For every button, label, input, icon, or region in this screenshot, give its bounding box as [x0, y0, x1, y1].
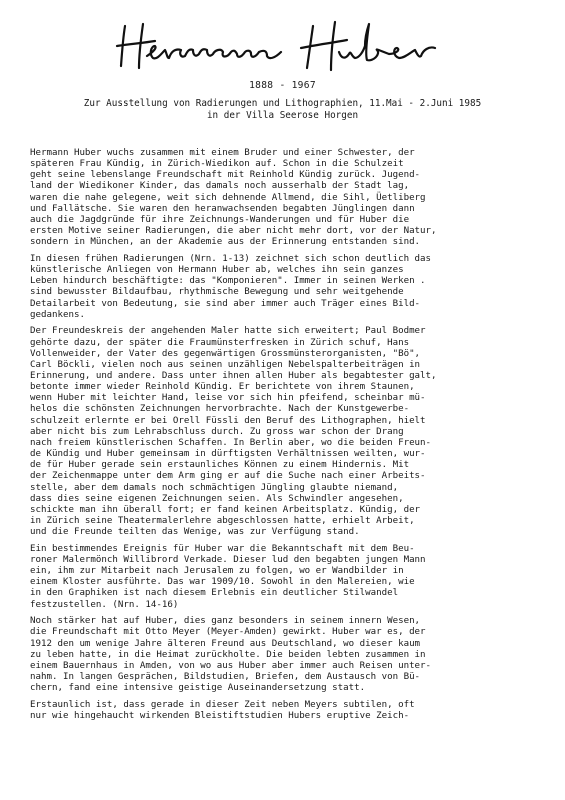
text-line: wenn Huber mit leichter Hand, leise vor sich hin pfeifend, scheinbar mü- [30, 393, 426, 404]
text-line: betonte immer wieder Reinhold Kündig. Er berichtete von ihrem Staunen, [30, 382, 415, 393]
text-line: Detailarbeit von Bedeutung, sie sind aber immer auch Träger eines Bild- [30, 298, 421, 309]
paragraph [30, 254, 550, 321]
text-line: Carl Böckli, vielen noch aus seinen unzähligen Nebelspalterbeiträgen in [30, 359, 421, 370]
subtitle-line: in der Villa Seerose Horgen [206, 110, 359, 122]
text-line: waren die nahe gelegene, weit sich dehnende Allmend, die Sihl, Üetliberg [30, 192, 426, 203]
text-line: stelle, aber dem damals noch schmächtigen Jüngling glaubte niemand, [30, 482, 399, 493]
life-dates: 1888 - 1967 [249, 80, 316, 91]
paragraph [30, 544, 550, 611]
text-line: nahm. In langen Gesprächen, Bildstudien, Briefen, dem Austausch von Bü- [30, 672, 421, 683]
text-line: chern, fand eine intensive geistige Auseinandersetzung statt. [30, 683, 366, 694]
text-line: künstlerische Anliegen von Hermann Huber ab, welches ihn sein ganzes [30, 265, 404, 276]
text-line: nur wie hingehaucht wirkenden Bleistiftstudien Hubers eruptive Zeich- [30, 711, 410, 721]
paragraph [30, 616, 550, 694]
text-line: schulzeit erlernte er bei Orell Füssli den Beruf des Lithographen, hielt [30, 415, 426, 426]
text-line: de für Huber gerade sein erstaunliches Können zu einem Hindernis. Mit [30, 460, 410, 471]
text-line: de Kündig und Huber gemeinsam in dürftigsten Verhältnissen weilten, wur- [30, 449, 426, 460]
text-line: aber nicht bis zum Lehrabschluss durch. Zu gross war schon der Drang [30, 426, 404, 437]
text-line: einem Bauernhaus in Amden, von wo aus Huber aber immer auch Reisen unter- [30, 660, 432, 671]
text-line: Leben hindurch beschäftigte: das "Komponieren". Immer in seinen Werken . [30, 276, 426, 287]
text-line: zu leben hatte, in die Heimat zurückholte. Die beiden lebten zusammen in [30, 649, 426, 660]
text-line: Noch stärker hat auf Huber, dies ganz besonders in seinem innern Wesen, [30, 616, 421, 627]
text-line: roner Malermönch Willibrord Verkade. Dieser lud den begabten jungen Mann [30, 554, 426, 565]
text-line: die Freundschaft mit Otto Meyer (Meyer-Amden) gewirkt. Huber war es, der [30, 627, 426, 638]
subtitle-line: Zur Ausstellung von Radierungen und Lithographien, 11.Mai - 2.Juni 1985 [83, 98, 482, 109]
text-line: und Fallätsche. Sie waren den heranwachsenden begabten Jünglingen dann [30, 203, 415, 214]
paragraph [30, 148, 550, 248]
text-line: in Zürich seine Theatermalerlehre abgeschlossen hatte, erhielt Arbeit, [30, 516, 415, 526]
text-line: Erinnerung, und andere. Dass unter ihnen allen Huber als begabtester galt, [30, 370, 437, 381]
text-line: festzustellen. (Nrn. 14-16) [30, 599, 179, 610]
text-line: schickte man ihn überall fort; er fand keinen Arbeitsplatz. Kündig, der [30, 504, 421, 515]
text-line: sondern in München, an der Akademie aus der Erinnerung entstanden sind. [30, 237, 421, 248]
text-line: Erstaunlich ist, dass gerade in dieser Zeit neben Meyers subtilen, oft [30, 699, 415, 710]
paragraph [30, 700, 550, 722]
text-line: nach freiem künstlerischen Schaffen. In Berlin aber, wo die beiden Freun- [30, 437, 432, 448]
paragraph [30, 326, 550, 538]
text-line: gedankens. [30, 309, 85, 320]
article-body [30, 148, 550, 728]
text-line: dass dies seine eigenen Zeichnungen seien. Als Schwindler angesehen, [30, 493, 404, 504]
text-line: gehörte dazu, der später die Fraumünsterfresken in Zürich schuf, Hans [30, 337, 410, 348]
text-line: späteren Frau Kündig, in Zürich-Wiedikon auf. Schon in die Schulzeit [30, 159, 404, 170]
text-line: einem Kloster ausführte. Das war 1909/10. Sowohl in den Malereien, wie [30, 577, 415, 588]
text-line: helos die schönsten Zeichnungen hervorbrachte. Nach der Kunstgewerbe- [30, 404, 410, 415]
text-line: sind bewusster Bildaufbau, rhythmische Bewegung und sehr weitgehende [30, 287, 404, 298]
text-line: 1912 den um wenige Jahre älteren Freund aus Deutschland, wo dieser kaum [30, 638, 421, 649]
text-line: der Zeichenmappe unter dem Arm ging er auf die Suche nach einer Arbeits- [30, 471, 426, 482]
text-line: ein, ihm zur Mitarbeit nach Jerusalem zu folgen, wo er Wandbilder in [30, 566, 404, 577]
text-line: Hermann Huber wuchs zusammen mit einem Bruder und einer Schwester, der [30, 148, 415, 158]
signature [95, 8, 475, 78]
exhibition-subtitle [0, 98, 565, 123]
text-line: geht seine lebenslange Freundschaft mit Reinhold Kündig zurück. Jugend- [30, 170, 421, 181]
text-line: land der Wiedikoner Kinder, das damals noch ausserhalb der Stadt lag, [30, 181, 410, 192]
text-line: in den Graphiken ist nach diesem Erlebnis ein deutlicher Stilwandel [30, 588, 399, 599]
text-line: und die Freunde teilten das Wenige, was zur Verfügung stand. [30, 527, 360, 538]
text-line: auch die Jagdgründe für ihre Zeichnungs-Wanderungen und für Huber die [30, 214, 410, 225]
text-line: In diesen frühen Radierungen (Nrn. 1-13) zeichnet sich schon deutlich das [30, 253, 432, 264]
text-line: ersten Motive seiner Radierungen, die aber nicht mehr dort, vor der Natur, [30, 226, 437, 237]
text-line: Der Freundeskreis der angehenden Maler hatte sich erweitert; Paul Bodmer [30, 326, 426, 337]
text-line: Vollenweider, der Vater des gegenwärtigen Grossmünsterorganisten, "Bö", [30, 348, 421, 359]
text-line: Ein bestimmendes Ereignis für Huber war die Bekanntschaft mit dem Beu- [30, 543, 415, 554]
